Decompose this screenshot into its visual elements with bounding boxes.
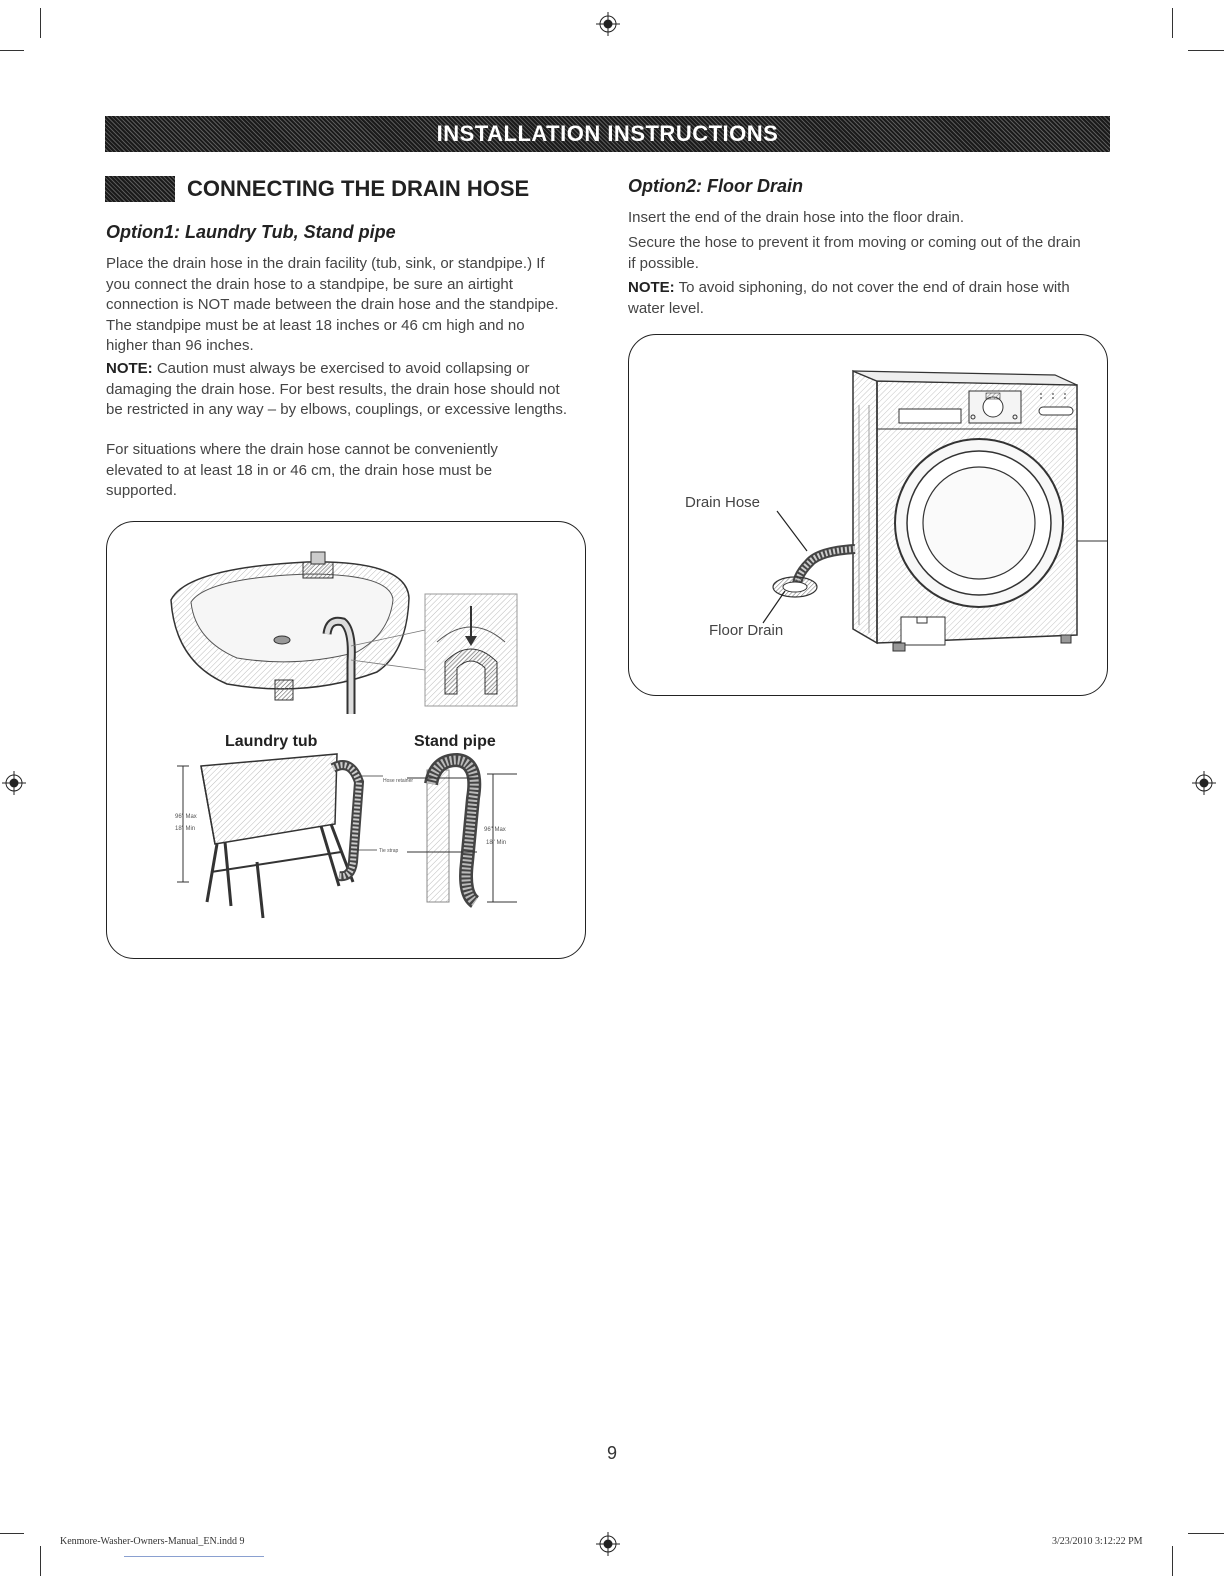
note-text: Caution must always be exercised to avoid collapsing or damaging the drain hose. For best results, the drain hose should not be restricted in any way – by elbows, couplings, or excessive lengths. (106, 360, 568, 418)
registration-mark-icon (596, 1532, 620, 1556)
registration-mark-icon (596, 12, 620, 36)
floor-drain-illustration (629, 335, 1107, 695)
section-marker-block (105, 176, 175, 202)
crop-mark (0, 50, 24, 51)
banner-title: INSTALLATION INSTRUCTIONS (436, 121, 779, 146)
option2-note (628, 278, 1090, 319)
tub-min-label: 18" Min (175, 826, 196, 832)
option2-title: Option2: Floor Drain (628, 176, 803, 196)
pipe-min-label: 18" Min (486, 840, 507, 846)
registration-mark-icon (1192, 771, 1216, 795)
option2-secure-paragraph: Secure the hose to prevent it from moving or coming out of the drain if possible. (628, 234, 1081, 272)
crop-mark (40, 8, 41, 38)
tub-max-label: 96" Max (175, 814, 197, 820)
crop-mark (0, 1533, 24, 1534)
crop-mark (1188, 50, 1224, 51)
laundry-tub-standpipe-figure (106, 521, 586, 959)
tie-strap-label: Tie strap (379, 848, 399, 854)
registration-mark-icon (2, 771, 26, 795)
option1-support-paragraph: For situations where the drain hose cannot be conveniently elevated to at least 18 in or 46 cm, the drain hose must be supported. (106, 441, 498, 499)
note-label: NOTE: (628, 279, 675, 296)
floor-drain-figure (628, 334, 1108, 696)
option1-paragraph: Place the drain hose in the drain facility (tub, sink, or standpipe.) If you connect the drain hose to a standpipe, be sure an airtight connection is NOT made between the drain hose and the standpipe. The standpipe must be at least 18 inches or 46 cm high and no higher than 96 inches. (106, 255, 559, 354)
footer-filename: Kenmore-Washer-Owners-Manual_EN.indd 9 (60, 1536, 245, 1547)
crop-mark (40, 1546, 41, 1576)
crop-mark (1172, 8, 1173, 38)
option1-title: Option1: Laundry Tub, Stand pipe (106, 222, 396, 242)
option1-note (106, 359, 574, 421)
section-title: CONNECTING THE DRAIN HOSE (187, 176, 530, 201)
section-banner (105, 116, 1110, 152)
hose-retainer-label: Hose retainer (383, 778, 414, 784)
footer-timestamp: 3/23/2010 3:12:22 PM (1052, 1536, 1143, 1547)
crop-mark (1172, 1546, 1173, 1576)
crop-mark (1188, 1533, 1224, 1534)
section-heading (105, 176, 529, 202)
stand-pipe-label: Stand pipe (414, 733, 496, 750)
drain-hose-label: Drain Hose (685, 494, 761, 511)
floor-drain-label: Floor Drain (709, 622, 784, 639)
note-text: To avoid siphoning, do not cover the end of drain hose with water level. (628, 279, 1070, 317)
footer-underline (124, 1556, 264, 1557)
note-label: NOTE: (106, 360, 153, 377)
laundry-tub-standpipe-illustration (107, 522, 585, 958)
option2-paragraph: Insert the end of the drain hose into the floor drain. (628, 209, 965, 226)
pipe-max-label: 96" Max (484, 827, 506, 833)
page-number: 9 (606, 1443, 617, 1463)
laundry-tub-label: Laundry tub (225, 733, 318, 750)
